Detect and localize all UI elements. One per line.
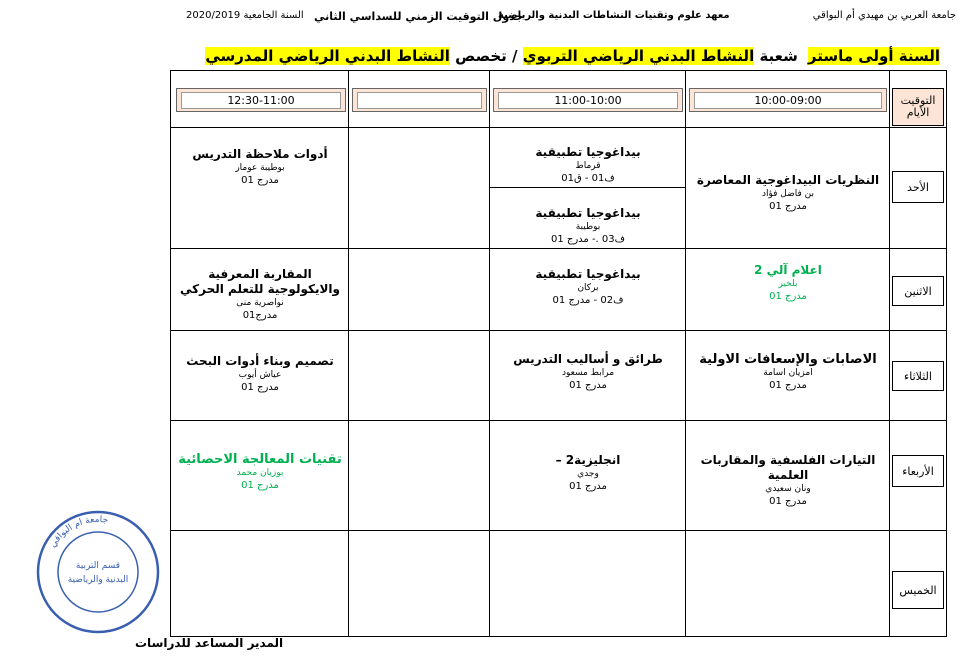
teacher-name: مرابط مسعود [561, 368, 615, 378]
course-name: تقنيات المعالجة الاحصائية [178, 452, 342, 467]
course-name: الاصابات والإسعافات الاولية [699, 352, 877, 367]
row-divider [171, 127, 946, 128]
institute-name: معهد علوم وتقنيات النشاطات البدنية والرياضية [498, 10, 730, 21]
teacher-name: عياش أيوب [238, 370, 282, 380]
room: مدرج 01 [241, 480, 279, 491]
day-wednesday: الأربعاء [892, 455, 944, 487]
course-name: تصميم وبناء أدوات البحث [186, 354, 334, 368]
column-divider [489, 71, 490, 636]
session-tuesday-4 [175, 354, 345, 394]
row-divider [171, 248, 946, 249]
session-wednesday-4 [175, 452, 345, 492]
row-divider [171, 330, 946, 331]
stamp-outer-ring [38, 512, 158, 632]
specialty-name: النشاط البدني الرياضي المدرسي [205, 47, 450, 65]
session-sunday-1 [691, 173, 885, 213]
session-wednesday-2 [493, 453, 683, 493]
signature-label: المدير المساعد للدراسات [135, 636, 284, 650]
room: مدرج 01 [241, 382, 279, 393]
course-name: اعلام آلي 2 [754, 263, 822, 277]
timetable [170, 70, 947, 637]
stamp-inner-line2: البدنية والرياضية [67, 575, 129, 585]
course-name: النظريات البيداغوجية المعاصرة [696, 173, 880, 187]
branch-line [205, 47, 798, 65]
time-slot-2: 11:00-10:00 [493, 88, 683, 112]
teacher-name: بوطيبة [575, 222, 601, 232]
session-monday-2 [493, 267, 683, 307]
course-name: بيداغوجيا تطبيقية [535, 267, 641, 281]
stamp-inner-ring [58, 532, 138, 612]
teacher-name: بلخير [778, 279, 798, 289]
teacher-name: بوزيان محمد [236, 468, 284, 478]
column-divider [889, 71, 890, 636]
course-name: بيداغوجيا تطبيقية [535, 145, 641, 159]
session-sunday-4 [175, 147, 345, 187]
session-wednesday-1 [691, 453, 885, 508]
teacher-name: بوطيبة عومار [235, 163, 285, 173]
day-sunday: الأحد [892, 171, 944, 203]
academic-year: السنة الجامعية 2020/2019 [186, 10, 304, 21]
program-title [205, 45, 940, 67]
session-tuesday-2 [493, 352, 683, 392]
room: مدرج 01 [241, 175, 279, 186]
time-slot-1: 10:00-09:00 [689, 88, 887, 112]
teacher-name: قرماط [575, 161, 601, 171]
level-label: السنة أولى ماستر [807, 47, 940, 65]
session-monday-1 [691, 263, 885, 303]
course-name: أدوات ملاحظة التدريس [192, 147, 328, 161]
teacher-name: امزيان اسامة [763, 368, 813, 378]
column-divider [348, 71, 349, 636]
branch-prefix: شعبة [759, 47, 798, 65]
teacher-name: ونان سعيدي [765, 484, 811, 494]
row-divider [171, 420, 946, 421]
teacher-name: بن فاضل فؤاد [761, 189, 815, 199]
row-divider [171, 530, 946, 531]
session-monday-4 [175, 267, 345, 322]
schedule-title: جدول التوقيت الزمني للسداسي الثاني [314, 10, 524, 23]
day-thursday: الخميس [892, 571, 944, 609]
time-slot-4: 12:30-11:00 [176, 88, 346, 112]
institution-stamp [34, 508, 162, 638]
day-tuesday: الثلاثاء [892, 361, 944, 391]
course-name: طرائق و أساليب التدريس [513, 352, 663, 366]
room: ف03 .- مدرج 01 [550, 234, 626, 245]
corner-label: التوقيت الأيام [892, 88, 944, 126]
course-name: بيداغوجيا تطبيقية [535, 206, 641, 220]
specialty-prefix: / تخصص [455, 47, 518, 65]
room: مدرج 01 [769, 380, 807, 391]
stamp-inner-line1: قسم التربية [75, 561, 121, 571]
column-divider [685, 71, 686, 636]
course-name: التيارات الفلسفية والمقاربات العلمية [700, 453, 876, 482]
university-name: جامعة العربي بن مهيدي أم البواقي [812, 10, 956, 21]
room: مدرج 01 [769, 201, 807, 212]
session-sunday-2a [493, 145, 683, 185]
teacher-name: نواصرية منى [236, 298, 284, 308]
room: مدرج 01 [769, 291, 807, 302]
room: مدرج 01 [569, 380, 607, 391]
room: مدرج 01 [569, 481, 607, 492]
sunday-split-line [489, 187, 685, 188]
room: ف02 - مدرج 01 [552, 295, 624, 306]
room: ف01 - ق01 [561, 173, 615, 184]
session-tuesday-1 [691, 352, 885, 392]
time-slot-3 [352, 88, 487, 112]
day-monday: الاثنين [892, 276, 944, 306]
room: مدرج 01 [769, 496, 807, 507]
room: مدرج01 [242, 310, 278, 321]
teacher-name: بركان [577, 283, 599, 293]
course-name: المقاربة المعرفية والايكولوجية للتعلم الحركي [180, 267, 340, 296]
branch-name: النشاط البدني الرياضي التربوي [522, 47, 755, 65]
teacher-name: وجدي [577, 469, 599, 479]
course-name: انجليزية2 – [555, 453, 621, 467]
session-sunday-2b [493, 206, 683, 246]
stamp-outer-text: جامعة ام البواقي [48, 514, 109, 550]
